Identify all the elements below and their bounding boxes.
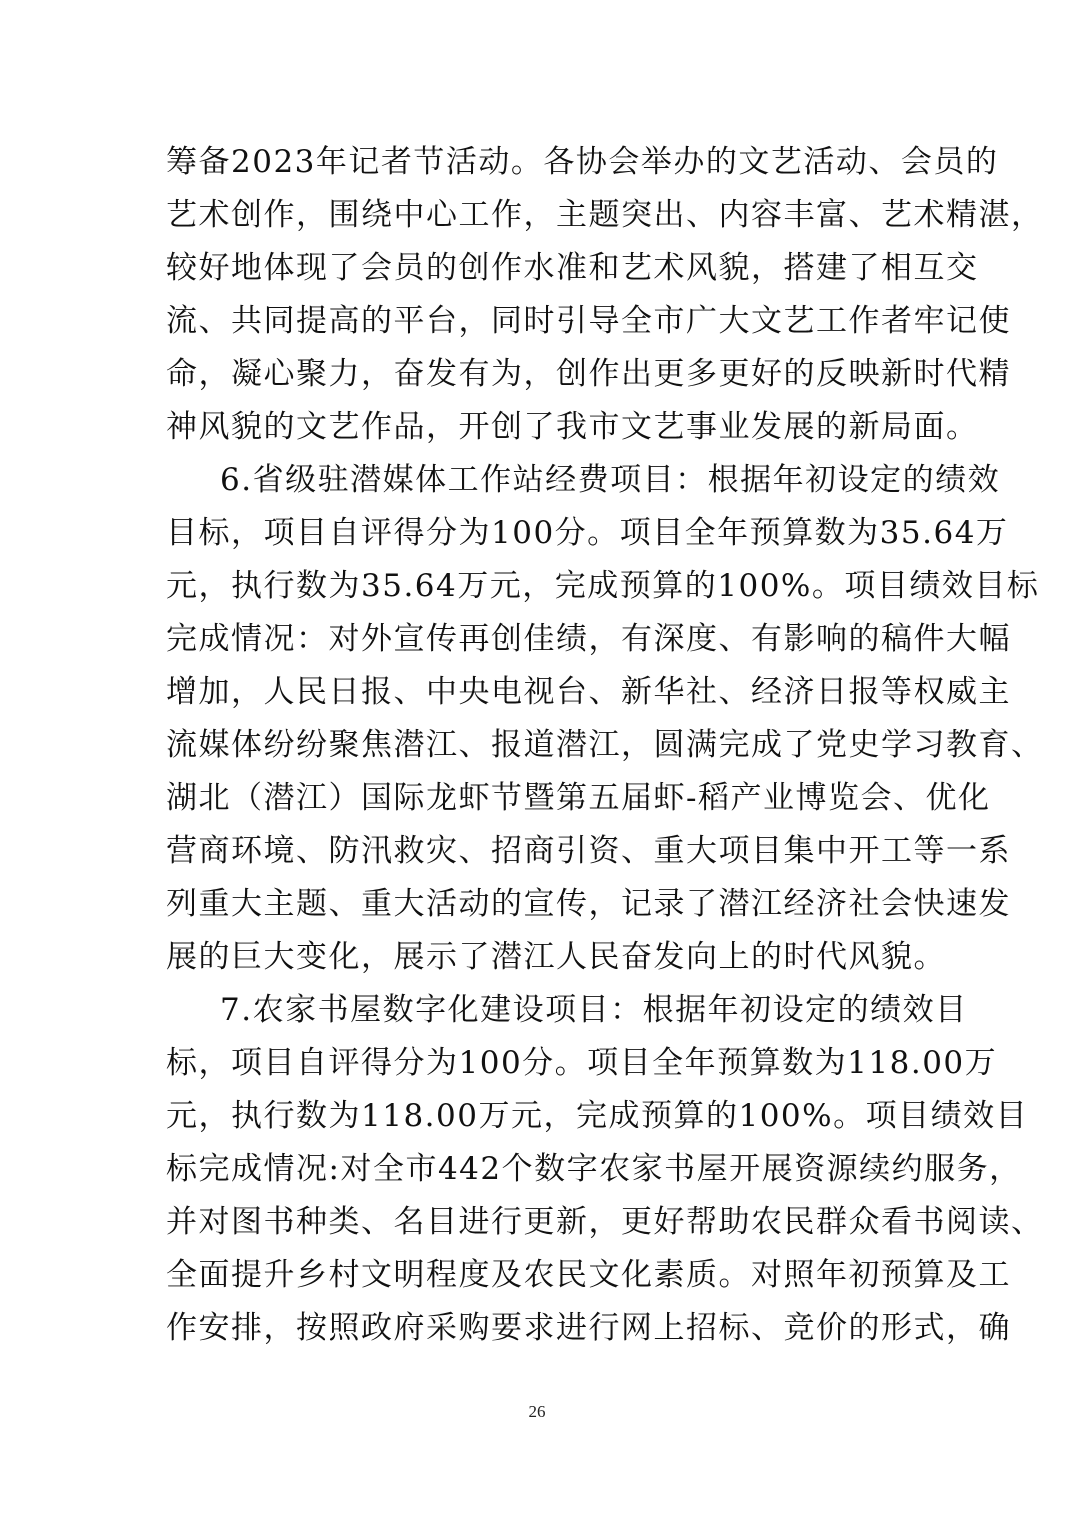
text-line: 增加，人民日报、中央电视台、新华社、经济日报等权威主 [166, 674, 1011, 710]
text-line: 流、共同提高的平台，同时引导全市广大文艺工作者牢记使 [166, 303, 1011, 339]
text-line: 筹备2023年记者节活动。各协会举办的文艺活动、会员的 [166, 144, 999, 180]
text-line: 完成情况：对外宣传再创佳绩，有深度、有影响的稿件大幅 [166, 621, 1011, 657]
text-line: 展的巨大变化，展示了潜江人民奋发向上的时代风貌。 [166, 939, 946, 975]
text-line: 较好地体现了会员的创作水准和艺术风貌，搭建了相互交 [166, 250, 979, 286]
text-line: 标，项目自评得分为100分。项目全年预算数为118.00万 [166, 1045, 998, 1081]
text-line: 艺术创作，围绕中心工作，主题突出、内容丰富、艺术精湛， [166, 197, 1044, 233]
text-line: 元，执行数为118.00万元，完成预算的100%。项目绩效目 [166, 1098, 1029, 1134]
text-line: 神风貌的文艺作品，开创了我市文艺事业发展的新局面。 [166, 409, 979, 445]
text-line: 标完成情况:对全市442个数字农家书屋开展资源续约服务， [166, 1151, 1022, 1187]
text-line: 湖北（潜江）国际龙虾节暨第五届虾-稻产业博览会、优化 [166, 780, 991, 816]
text-line: 列重大主题、重大活动的宣传，记录了潜江经济社会快速发 [166, 886, 1011, 922]
paragraph-first-line: 7.农家书屋数字化建设项目：根据年初设定的绩效目 [220, 992, 968, 1028]
text-line: 命，凝心聚力，奋发有为，创作出更多更好的反映新时代精 [166, 356, 1011, 392]
text-line: 并对图书种类、名目进行更新，更好帮助农民群众看书阅读、 [166, 1204, 1044, 1240]
text-line: 作安排，按照政府采购要求进行网上招标、竞价的形式，确 [166, 1310, 1011, 1346]
paragraph-first-line: 6.省级驻潜媒体工作站经费项目：根据年初设定的绩效 [220, 462, 1001, 498]
text-line: 流媒体纷纷聚焦潜江、报道潜江，圆满完成了党史学习教育、 [166, 727, 1044, 763]
page-number: 26 [528, 1402, 546, 1421]
text-line: 元，执行数为35.64万元，完成预算的100%。项目绩效目标 [166, 568, 1040, 604]
text-line: 营商环境、防汛救灾、招商引资、重大项目集中开工等一系 [166, 833, 1011, 869]
text-line: 目标，项目自评得分为100分。项目全年预算数为35.64万 [166, 515, 1009, 551]
text-line: 全面提升乡村文明程度及农民文化素质。对照年初预算及工 [166, 1257, 1011, 1293]
